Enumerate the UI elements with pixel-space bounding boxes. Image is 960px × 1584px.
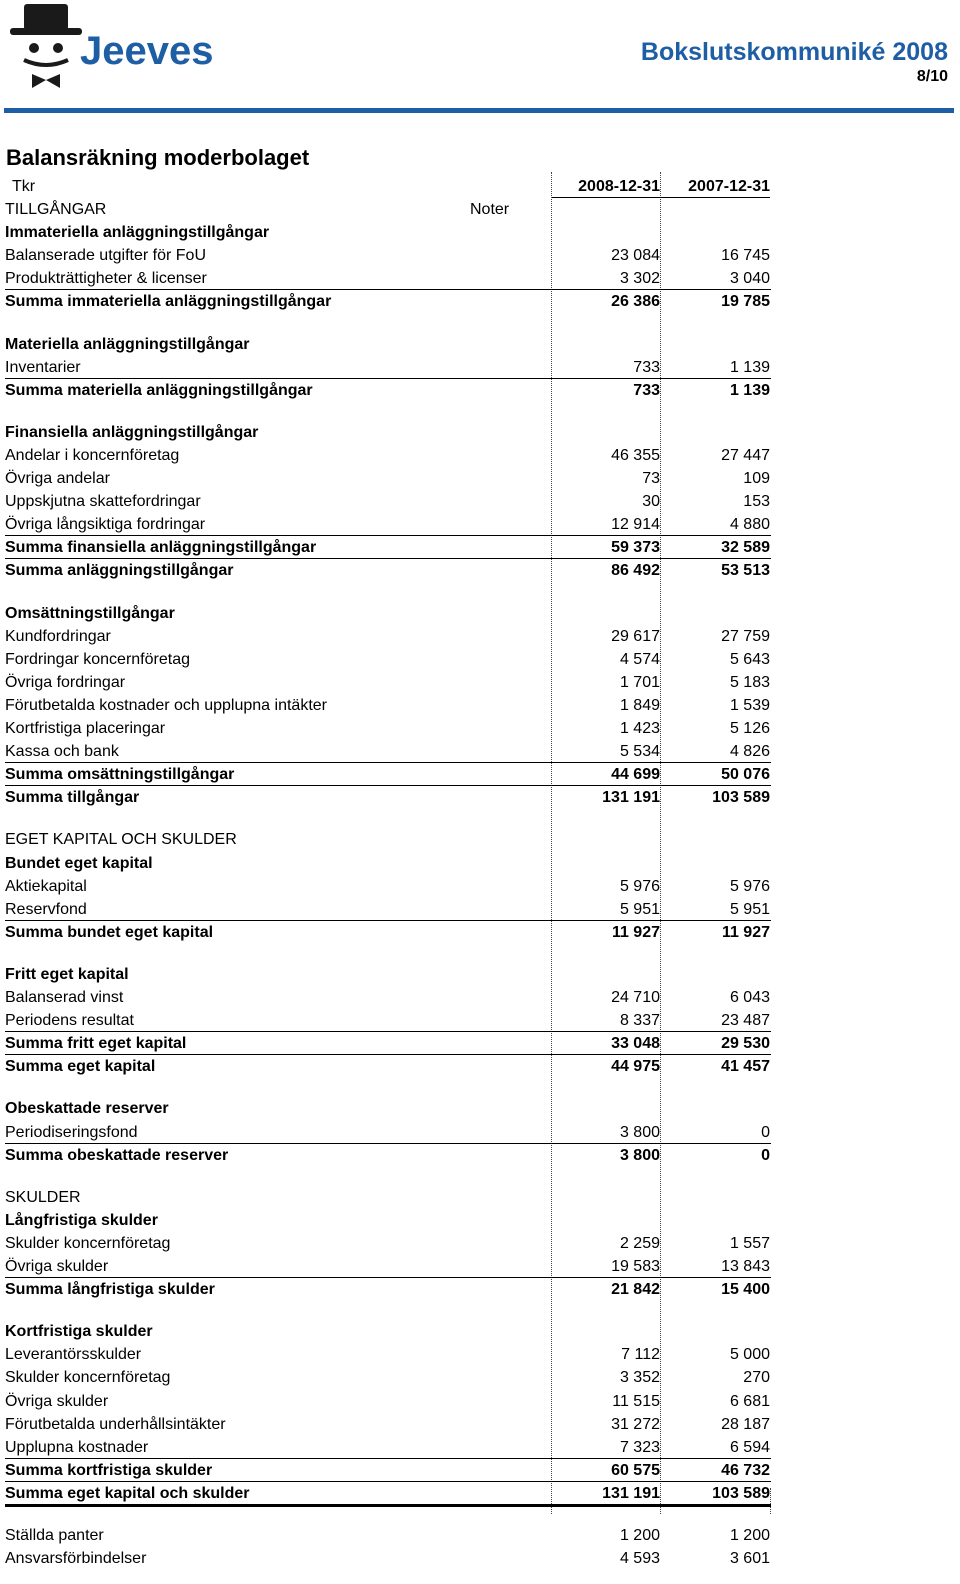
value-2007: 5 183 — [729, 673, 770, 691]
value-2007: 11 927 — [721, 923, 770, 941]
table-row — [0, 559, 960, 582]
table-row — [0, 1390, 960, 1413]
value-2008: 3 800 — [619, 1146, 660, 1164]
row-label: Kortfristiga placeringar — [5, 720, 166, 737]
row-label: Summa kortfristiga skulder — [5, 1461, 213, 1479]
value-2007: 103 589 — [712, 789, 770, 807]
row-label: TILLGÅNGAR — [5, 201, 107, 218]
col-2007-header: 2007-12-31 — [688, 178, 770, 195]
table-row — [0, 244, 960, 267]
table-row — [0, 1459, 960, 1482]
value-2007: 50 076 — [721, 766, 770, 784]
table-row — [0, 763, 960, 786]
value-2008: 4 574 — [619, 650, 660, 668]
value-2007: 4 826 — [729, 743, 770, 761]
value-2007: 0 — [761, 1146, 770, 1164]
row-label: Summa tillgångar — [5, 789, 140, 807]
value-2008: 131 191 — [602, 1484, 660, 1502]
jeeves-logo — [8, 4, 218, 92]
table-row — [0, 671, 960, 694]
row-label: Skulder koncernföretag — [5, 1234, 171, 1252]
table-row — [0, 267, 960, 290]
row-label: Inventarier — [5, 358, 81, 376]
value-2007: 53 513 — [721, 562, 770, 580]
table-row — [0, 648, 960, 671]
row-label: Summa eget kapital och skulder — [5, 1484, 250, 1502]
row-label: Summa anläggningstillgångar — [5, 562, 234, 580]
table-row — [0, 1482, 960, 1505]
row-label: Summa finansiella anläggningstillgångar — [5, 539, 317, 557]
table-row — [0, 828, 960, 851]
table-row — [0, 1436, 960, 1459]
value-2008: 5 534 — [619, 743, 660, 761]
value-2008: 29 617 — [611, 627, 660, 645]
row-label: Ställda panter — [5, 1527, 104, 1544]
value-2008: 59 373 — [611, 539, 660, 557]
value-2007: 270 — [743, 1369, 770, 1387]
page-header — [0, 0, 960, 120]
table-row — [0, 444, 960, 467]
table-row — [0, 379, 960, 402]
table-row — [0, 1121, 960, 1144]
value-2008: 8 337 — [619, 1012, 660, 1030]
row-label: Aktiekapital — [5, 877, 87, 895]
value-2007: 15 400 — [721, 1281, 770, 1299]
value-2008: 12 914 — [611, 516, 660, 534]
row-label: Övriga fordringar — [5, 673, 126, 691]
table-row — [0, 1524, 960, 1547]
col-2008-header: 2008-12-31 — [578, 178, 660, 195]
row-label: Fritt eget kapital — [5, 965, 129, 983]
row-label: Periodiseringsfond — [5, 1123, 138, 1141]
value-2008: 21 842 — [611, 1281, 660, 1299]
value-2007: 41 457 — [721, 1058, 770, 1076]
value-2008: 7 323 — [619, 1438, 660, 1456]
row-label: Kassa och bank — [5, 743, 119, 761]
table-row — [0, 898, 960, 921]
value-2008: 3 800 — [619, 1123, 660, 1141]
table-row — [0, 1547, 960, 1570]
table-row — [0, 333, 960, 356]
value-2008: 11 515 — [612, 1392, 660, 1410]
value-2007: 6 043 — [729, 989, 770, 1006]
value-2007: 1 200 — [729, 1527, 770, 1544]
row-label: Leverantörsskulder — [5, 1346, 142, 1364]
row-label: Balanserad vinst — [5, 989, 124, 1006]
table-row — [0, 1366, 960, 1389]
value-2008: 4 593 — [619, 1550, 660, 1568]
value-2007: 6 594 — [729, 1438, 770, 1456]
row-label: Kundfordringar — [5, 627, 111, 645]
row-label: Summa långfristiga skulder — [5, 1281, 215, 1299]
table-row — [0, 1209, 960, 1232]
row-label: Övriga skulder — [5, 1258, 109, 1275]
value-2008: 24 710 — [611, 989, 660, 1006]
row-label: Summa eget kapital — [5, 1058, 156, 1076]
value-2008: 44 699 — [611, 766, 660, 784]
row-label: Balanserade utgifter för FoU — [5, 247, 206, 265]
row-label: Summa omsättningstillgångar — [5, 766, 235, 784]
row-label: Summa obeskattade reserver — [5, 1146, 229, 1164]
value-2008: 5 976 — [619, 877, 660, 895]
row-label: Fordringar koncernföretag — [5, 650, 190, 668]
row-label: Förutbetalda kostnader och upplupna intäkter — [5, 696, 327, 714]
row-label: Immateriella anläggningstillgångar — [5, 224, 270, 242]
value-2007: 5 951 — [729, 900, 770, 918]
table-row — [0, 1144, 960, 1167]
table-row — [0, 786, 960, 809]
value-2007: 13 843 — [721, 1258, 770, 1275]
value-2008: 733 — [633, 358, 660, 376]
row-label: Bundet eget kapital — [5, 854, 153, 872]
row-label: Långfristiga skulder — [5, 1211, 158, 1229]
value-2008: 1 423 — [619, 720, 660, 737]
value-2008: 1 701 — [619, 673, 660, 691]
value-2007: 23 487 — [721, 1012, 770, 1030]
value-2007: 1 539 — [729, 696, 770, 714]
value-2008: 23 084 — [611, 247, 660, 265]
svg-text:Jeeves: Jeeves — [80, 29, 214, 73]
value-2007: 5 643 — [729, 650, 770, 668]
row-label: Uppskjutna skattefordringar — [5, 493, 201, 511]
value-2008: 30 — [642, 493, 660, 511]
row-label: EGET KAPITAL OCH SKULDER — [5, 831, 237, 849]
value-2008: 7 112 — [621, 1346, 660, 1364]
table-row — [0, 1032, 960, 1055]
row-label: Produkträttigheter & licenser — [5, 270, 207, 288]
value-2008: 3 352 — [619, 1369, 660, 1387]
table-row — [0, 1343, 960, 1366]
value-2007: 103 589 — [712, 1484, 770, 1502]
page-number: 8/10 — [916, 68, 948, 85]
table-row — [0, 852, 960, 875]
table-row — [0, 963, 960, 986]
row-label: Omsättningstillgångar — [5, 604, 175, 622]
table-row — [0, 602, 960, 625]
value-2007: 3 040 — [729, 270, 770, 288]
table-row — [0, 717, 960, 740]
row-label: Övriga andelar — [5, 470, 110, 487]
table-row — [0, 536, 960, 559]
value-2007: 46 732 — [721, 1461, 770, 1479]
value-2008: 1 200 — [619, 1527, 660, 1544]
row-label: Materiella anläggningstillgångar — [5, 335, 250, 353]
table-row — [0, 1232, 960, 1255]
row-label: Summa materiella anläggningstillgångar — [5, 381, 313, 399]
header-divider — [4, 108, 954, 113]
value-2008: 733 — [633, 381, 660, 399]
unit-label: Tkr — [12, 178, 36, 195]
row-label: Summa immateriella anläggningstillgångar — [5, 293, 332, 311]
value-2008: 86 492 — [611, 562, 660, 580]
table-row — [0, 467, 960, 490]
value-2007: 19 785 — [721, 293, 770, 311]
table-row — [0, 1413, 960, 1436]
table-row — [0, 740, 960, 763]
value-2007: 4 880 — [729, 516, 770, 534]
value-2008: 5 951 — [619, 900, 660, 918]
value-2008: 60 575 — [611, 1461, 660, 1479]
table-row — [0, 421, 960, 444]
row-label: SKULDER — [5, 1188, 81, 1206]
value-2007: 32 589 — [721, 539, 770, 557]
value-2007: 5 126 — [729, 720, 770, 737]
table-row — [0, 625, 960, 648]
row-label: Upplupna kostnader — [5, 1438, 149, 1456]
table-row — [0, 921, 960, 944]
value-2007: 0 — [761, 1123, 770, 1141]
value-2007: 5 976 — [729, 877, 770, 895]
page-title: Balansräkning moderbolaget — [6, 145, 310, 170]
table-row — [0, 694, 960, 717]
value-2007: 5 000 — [729, 1346, 770, 1364]
value-2008: 44 975 — [611, 1058, 660, 1076]
value-2007: 1 557 — [729, 1234, 770, 1252]
table-row — [0, 1255, 960, 1278]
table-row — [0, 1009, 960, 1032]
value-2007: 1 139 — [729, 358, 770, 376]
notes-header: Noter — [470, 201, 510, 218]
row-label: Skulder koncernföretag — [5, 1369, 171, 1387]
value-2008: 3 302 — [619, 270, 660, 288]
value-2007: 16 745 — [721, 247, 770, 265]
table-row — [0, 513, 960, 536]
row-label: Obeskattade reserver — [5, 1100, 169, 1118]
value-2007: 27 447 — [721, 446, 770, 464]
table-row — [0, 290, 960, 313]
value-2007: 6 681 — [729, 1392, 770, 1410]
value-2007: 29 530 — [721, 1035, 770, 1053]
table-row — [0, 356, 960, 379]
row-label: Förutbetalda underhållsintäkter — [5, 1415, 226, 1433]
row-label: Periodens resultat — [5, 1012, 134, 1030]
value-2008: 2 259 — [619, 1234, 660, 1252]
value-2007: 3 601 — [729, 1550, 770, 1568]
row-label: Övriga långsiktiga fordringar — [5, 516, 206, 534]
table-row — [0, 986, 960, 1009]
table-row — [0, 221, 960, 244]
row-label: Kortfristiga skulder — [5, 1323, 153, 1341]
row-label: Summa bundet eget kapital — [5, 923, 214, 941]
table-row — [0, 1320, 960, 1343]
table-row — [0, 875, 960, 898]
value-2008: 11 927 — [611, 923, 660, 941]
value-2007: 27 759 — [721, 627, 770, 645]
value-2007: 109 — [743, 470, 770, 487]
document-title: Bokslutskommuniké 2008 — [640, 38, 948, 66]
table-row — [0, 490, 960, 513]
row-label: Summa fritt eget kapital — [5, 1035, 187, 1053]
value-2008: 73 — [642, 470, 660, 487]
value-2008: 46 355 — [611, 446, 660, 464]
value-2008: 26 386 — [611, 293, 660, 311]
table-row — [0, 198, 960, 221]
row-label: Ansvarsförbindelser — [5, 1550, 147, 1568]
value-2008: 31 272 — [611, 1415, 660, 1433]
row-label: Reservfond — [5, 900, 87, 918]
value-2007: 153 — [743, 493, 770, 511]
row-label: Övriga skulder — [5, 1392, 109, 1410]
value-2008: 33 048 — [611, 1035, 660, 1053]
table-row — [0, 1186, 960, 1209]
value-2008: 131 191 — [602, 789, 660, 807]
table-row — [0, 1097, 960, 1120]
row-label: Finansiella anläggningstillgångar — [5, 423, 259, 441]
value-2008: 19 583 — [611, 1258, 660, 1275]
value-2008: 1 849 — [619, 696, 660, 714]
column-header-row — [0, 175, 960, 198]
table-row — [0, 1278, 960, 1301]
value-2007: 28 187 — [721, 1415, 770, 1433]
row-label: Andelar i koncernföretag — [5, 446, 180, 464]
value-2007: 1 139 — [729, 381, 770, 399]
table-row — [0, 1055, 960, 1078]
